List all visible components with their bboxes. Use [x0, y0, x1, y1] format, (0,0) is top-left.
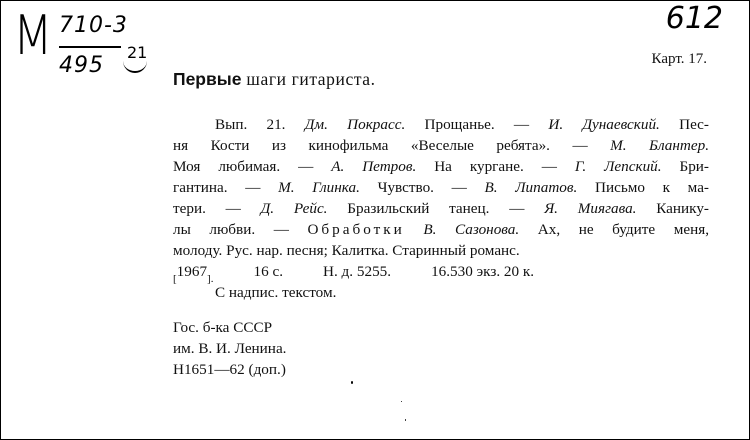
card-number: Карт. 17. [651, 51, 707, 67]
arrangements-label: Обработки [307, 221, 405, 238]
text-segment: Моя любимая. — [173, 158, 332, 175]
speck [401, 401, 402, 402]
composer-name: В. Сазонова. [423, 221, 520, 238]
library-name-2: им. В. И. Ленина. [173, 340, 287, 357]
shelf-mark-bottom: 495 [59, 53, 104, 78]
handwritten-shelf-mark [59, 13, 169, 83]
text-segment: ня Кости из кинофильма «Веселые ребята». — [173, 137, 611, 154]
entry-title [173, 69, 376, 90]
text-segment: Пес- [659, 116, 709, 133]
text-segment: Письмо к ма- [577, 179, 709, 196]
text-segment: лы любви. — [173, 221, 308, 238]
bracket-close: ]. [207, 273, 214, 285]
title-bold-word: Первые [173, 69, 242, 89]
imprint-line [173, 261, 709, 285]
composer-name: Дм. Покрасс. [304, 116, 406, 133]
composer-name: М. Блантер. [610, 137, 709, 154]
page-count: 16 с. [253, 263, 283, 280]
contents-note [173, 114, 709, 303]
contents-line-3 [173, 156, 709, 177]
shelf-mark-divider [59, 46, 121, 48]
catalog-code: Н1651—62 (доп.) [173, 361, 286, 378]
composer-name: М. Глинка. [278, 179, 360, 196]
text-segment: тери. — [173, 200, 261, 217]
text-segment: Чувство. — [359, 179, 485, 196]
text-segment: Бри- [661, 158, 709, 175]
print-run: 16.530 экз. 20 к. [431, 263, 535, 280]
order-number: Н. д. 5255. [323, 263, 392, 280]
contents-line-2 [173, 135, 709, 156]
contents-line-7: молоду. Рус. нар. песня; Калитка. Старинный романс. [173, 242, 520, 259]
shelf-mark-hook [123, 59, 147, 73]
text-segment: Ах, не будите меня, [519, 221, 710, 238]
handwritten-corner-number: 612 [665, 1, 723, 36]
note-line: С надпис. текстом. [215, 284, 337, 301]
text-segment: Вып. 21. [215, 116, 305, 133]
speck [405, 419, 406, 421]
text-segment: Прощанье. — [405, 116, 549, 133]
title-rest: шаги гитариста. [246, 69, 376, 89]
text-segment: гантина. — [173, 179, 279, 196]
composer-name: А. Петров. [331, 158, 417, 175]
shelf-mark-superscript: 21 [127, 43, 148, 62]
composer-name: Г. Лепский. [574, 158, 662, 175]
library-stamp [173, 317, 286, 380]
library-name: Гос. б-ка СССР [173, 319, 273, 336]
year: 1967 [176, 263, 208, 280]
composer-name: Я. Миягава. [544, 200, 637, 217]
composer-name: И. Дунаевский. [548, 116, 660, 133]
shelf-mark-top: 710-3 [59, 13, 128, 38]
composer-name: Д. Рейс. [260, 200, 328, 217]
handwritten-m-letter: М [13, 4, 53, 67]
contents-line-1 [173, 114, 709, 135]
speck [351, 381, 353, 384]
text-segment: Канику- [636, 200, 709, 217]
text-segment [405, 221, 424, 238]
bracket-open: [ [173, 273, 177, 285]
contents-line-5 [173, 198, 709, 219]
contents-line-4 [173, 177, 709, 198]
contents-line-6 [173, 219, 709, 240]
text-segment: Бразильский танец. — [327, 200, 545, 217]
composer-name: В. Липатов. [484, 179, 578, 196]
text-segment: На кургане. — [416, 158, 575, 175]
